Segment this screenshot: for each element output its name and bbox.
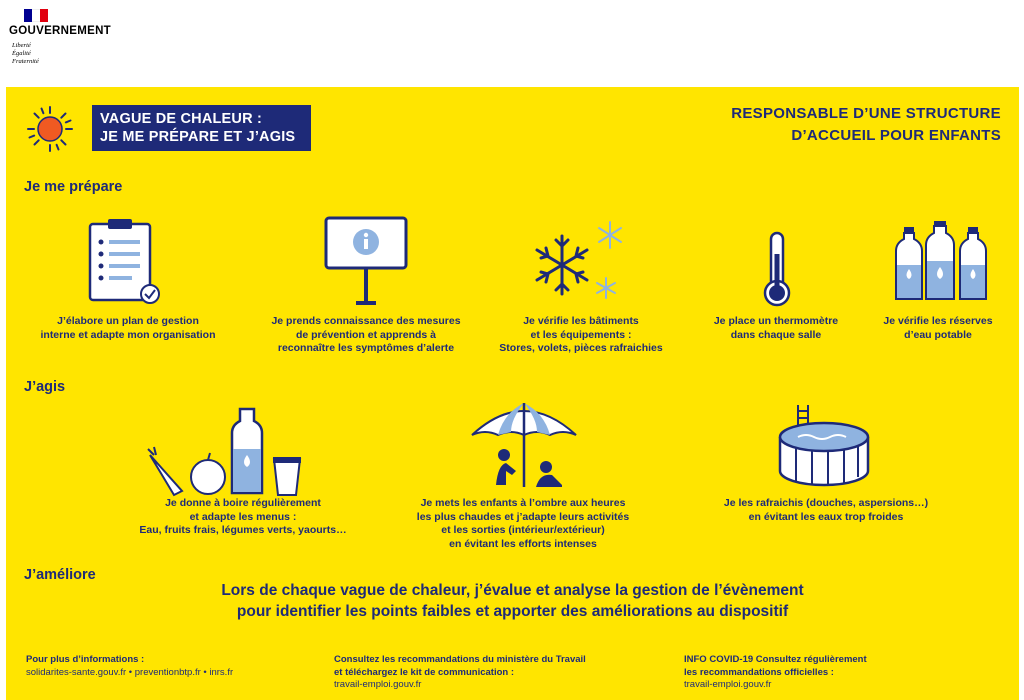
parasol-children-icon xyxy=(468,399,580,491)
caption-food: Je donne à boire régulièrement et adapte les menus : Eau, fruits frais, légumes verts, yaourts… xyxy=(139,497,347,536)
title-banner: VAGUE DE CHALEUR : JE ME PRÉPARE ET J’AGIS xyxy=(92,105,311,151)
caption-buildings: Je vérifie les bâtiments et les équipements : Stores, volets, pièces rafraichies xyxy=(499,315,663,354)
caption-water: Je vérifie les réserves d’eau potable xyxy=(883,315,993,341)
caption-plan: J’élabore un plan de gestion interne et adapte mon organisation xyxy=(40,315,216,341)
footer-info-links[interactable]: solidarites-sante.gouv.fr • preventionbtp.fr • inrs.fr xyxy=(26,666,234,678)
pool-icon xyxy=(776,403,872,487)
government-header xyxy=(0,0,1024,87)
footer-ministry: Consultez les recommandations du ministère du Travail et téléchargez le kit de communication : travail-emploi.gouv.fr xyxy=(334,654,586,690)
gov-motto: Liberté Égalité Fraternité xyxy=(12,42,39,65)
target-audience: RESPONSABLE D’UNE STRUCTURE D’ACCUEIL POUR ENFANTS xyxy=(731,105,1001,144)
section-prepare-title: Je me prépare xyxy=(24,179,123,195)
footer-info: Pour plus d’informations : solidarites-sante.gouv.fr • preventionbtp.fr • inrs.fr xyxy=(26,654,234,678)
sun-icon xyxy=(26,105,74,153)
caption-thermometer: Je place un thermomètre dans chaque salle xyxy=(713,315,839,341)
caption-info: Je prends connaissance des mesures de prévention et apprends à reconnaître les symptômes d’alerte xyxy=(271,315,461,354)
poster xyxy=(6,87,1019,700)
food-and-drink-icon xyxy=(146,405,308,497)
french-flag-icon xyxy=(24,9,48,22)
snowflake-icon xyxy=(530,220,632,304)
footer-covid-link[interactable]: travail-emploi.gouv.fr xyxy=(684,679,772,690)
caption-cooling: Je les rafraichis (douches, aspersions…) en évitant les eaux trop froides xyxy=(723,497,929,523)
info-sign-icon xyxy=(323,215,409,307)
thermometer-icon xyxy=(760,230,794,308)
caption-shade: Je mets les enfants à l’ombre aux heures les plus chaudes et j’adapte leurs activités et les sorties (intérieur/extérieur) en évitant les efforts intenses xyxy=(416,497,630,550)
water-bottles-icon xyxy=(890,221,994,303)
ameliore-statement: Lors de chaque vague de chaleur, j’évalue et analyse la gestion de l’évènement pour identifier les points faibles et apporter des améliorations au dispositif xyxy=(221,582,804,620)
footer-ministry-link[interactable]: travail-emploi.gouv.fr xyxy=(334,679,422,690)
section-agis-title: J’agis xyxy=(24,379,66,395)
section-ameliore-title: J’améliore xyxy=(24,567,96,583)
clipboard-icon xyxy=(82,218,172,306)
gov-title: GOUVERNEMENT xyxy=(9,25,111,37)
footer-covid: INFO COVID-19 Consultez régulièrement les recommandations officielles : travail-emploi.gouv.fr xyxy=(684,654,867,690)
